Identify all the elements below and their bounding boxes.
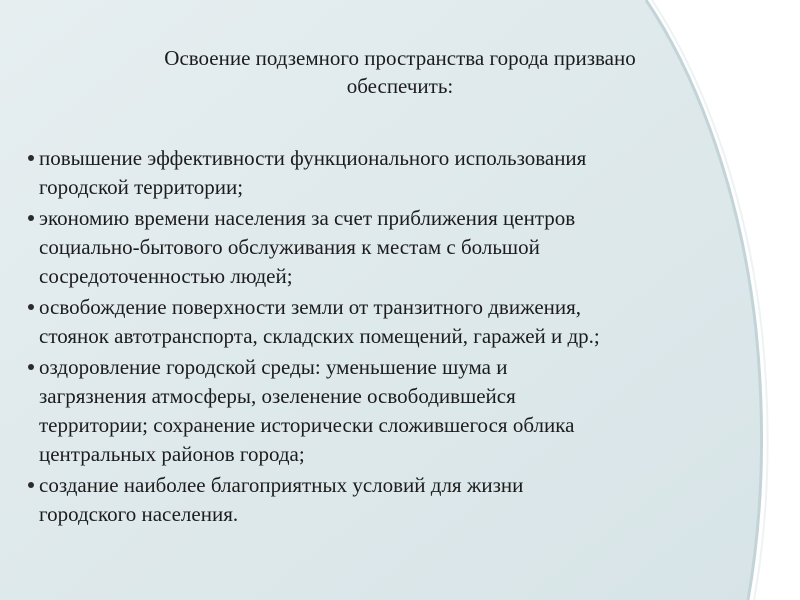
bullet-line: загрязнения атмосферы, озеленение освободившейся — [39, 384, 516, 408]
bullet-line: центральных районов города; — [39, 442, 305, 466]
slide-title — [80, 44, 720, 100]
bullet-dot-icon — [28, 304, 34, 310]
bullet-line: сосредоточенностью людей; — [39, 264, 293, 288]
bullet-item — [28, 293, 768, 351]
bullet-line: повышение эффективности функционального использования — [39, 146, 587, 170]
title-line: Освоение подземного пространства города призвано — [164, 46, 636, 70]
bullet-line: стоянок автотранспорта, складских помещений, гаражей и др.; — [39, 324, 600, 348]
bullet-line: оздоровление городской среды: уменьшение шума и — [39, 355, 508, 379]
bullet-item — [28, 204, 768, 291]
bullet-line: создание наиболее благоприятных условий для жизни — [39, 473, 524, 497]
bullet-item — [28, 353, 768, 469]
bullet-line: городской территории; — [39, 175, 244, 199]
bullet-dot-icon — [28, 155, 34, 161]
bullet-line: экономию времени населения за счет приближения центров — [39, 206, 576, 230]
bullet-list — [28, 144, 768, 531]
bullet-dot-icon — [28, 215, 34, 221]
title-line: обеспечить: — [346, 74, 454, 98]
bullet-line: территории; сохранение исторически сложившегося облика — [39, 413, 575, 437]
bullet-line: освобождение поверхности земли от транзитного движения, — [39, 295, 582, 319]
bullet-line: социально-бытового обслуживания к местам с большой — [39, 235, 540, 259]
bullet-dot-icon — [28, 364, 34, 370]
bullet-dot-icon — [28, 482, 34, 488]
bullet-item — [28, 144, 768, 202]
bullet-item — [28, 471, 768, 529]
bullet-line: городского населения. — [39, 502, 239, 526]
